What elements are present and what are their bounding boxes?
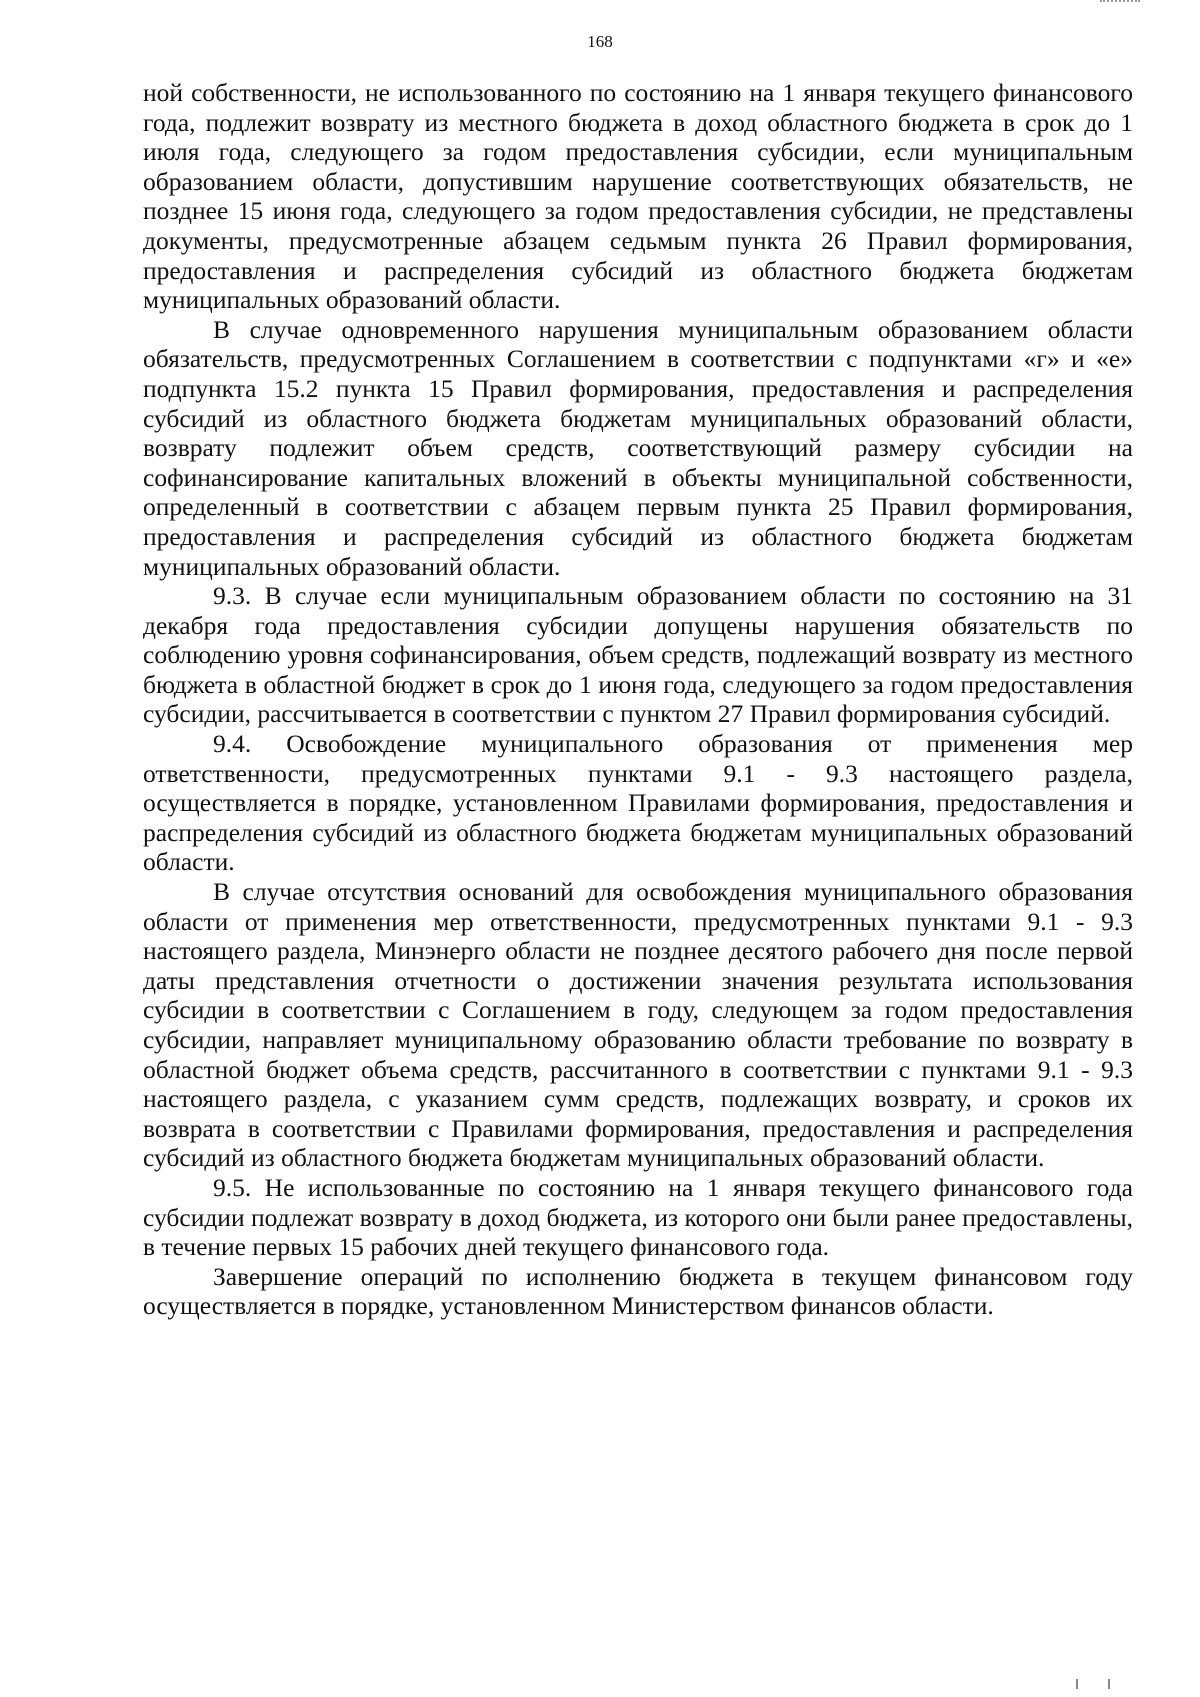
paragraph-no-grounds-release: В случае отсутствия оснований для освобождения муниципального образования области от применения мер ответственности, предусмотренных пунктами 9.1 - 9.3 настоящего раздела, Минэнерго области не позднее десятого рабочего дня после первой даты представления отчетности о достижении значения результата использования субсидии в соответствии с Соглашением в году, следующем за годом предоставления субсидии, направляет муниципальному образованию области требование по возврату в областной бюджет объема средств, рассчитанного в соответствии с пунктами 9.1 - 9.3 настоящего раздела, с указанием сумм средств, подлежащих возврату, и сроков их возврата в соответствии с Правилами формирования, предоставления и распределения субсидий из областного бюджета бюджетам муниципальных образований области. (143, 877, 1133, 1173)
paragraph-simultaneous-violation: В случае одновременного нарушения муниципальным образованием области обязательств, предусмотренных Соглашением в соответствии с подпунктами «г» и «е» подпункта 15.2 пункта 15 Правил формирования, предоставления и распределения субсидий из областного бюджета бюджетам муниципальных образований области, возврату подлежит объем средств, соответствующий размеру субсидии на софинансирование капитальных вложений в объекты муниципальной собственности, определенный в соответствии с абзацем первым пункта 25 Правил формирования, предоставления и распределения субсидий из областного бюджета бюджетам муниципальных образований области. (143, 314, 1133, 581)
document-body (143, 78, 1133, 1321)
page-number: 168 (587, 32, 613, 51)
paragraph-9-5: 9.5. Не использованные по состоянию на 1 января текущего финансового года субсидии подлежат возврату в доход бюджета, из которого они были ранее предоставлены, в течение первых 15 рабочих дней текущего финансового года. (143, 1172, 1133, 1262)
paragraph-budget-completion: Завершение операций по исполнению бюджета в текущем финансовом году осуществляется в порядке, установленном Министерством финансов области. (143, 1261, 1133, 1321)
paragraph-continuation: ной собственности, не использованного по состоянию на 1 января текущего финансового года, подлежит возврату из местного бюджета в доход областного бюджета в срок до 1 июля года, следующего за годом предоставления субсидии, если муниципальным образованием области, допустившим нарушение соответствующих обязательств, не позднее 15 июня года, следующего за годом предоставления субсидии, не представлены документы, предусмотренные абзацем седьмым пункта 26 Правил формирования, предоставления и распределения субсидий из областного бюджета бюджетам муниципальных образований области. (143, 78, 1133, 315)
paragraph-9-4: 9.4. Освобождение муниципального образования от применения мер ответственности, предусмотренных пунктами 9.1 - 9.3 настоящего раздела, осуществляется в порядке, установленном Правилами формирования, предоставления и распределения субсидий из областного бюджета бюджетам муниципальных образований области. (143, 729, 1133, 877)
scan-edge-mark-bottom (1076, 1679, 1110, 1689)
paragraph-9-3: 9.3. В случае если муниципальным образованием области по состоянию на 31 декабря года предоставления субсидии допущены нарушения обязательств по соблюдению уровня софинансирования, объем средств, подлежащий возврату из местного бюджета в областной бюджет в срок до 1 июня года, следующего за годом предоставления субсидии, рассчитывается в соответствии с пунктом 27 Правил формирования субсидий. (143, 581, 1133, 729)
scan-edge-mark-top (1100, 0, 1140, 6)
